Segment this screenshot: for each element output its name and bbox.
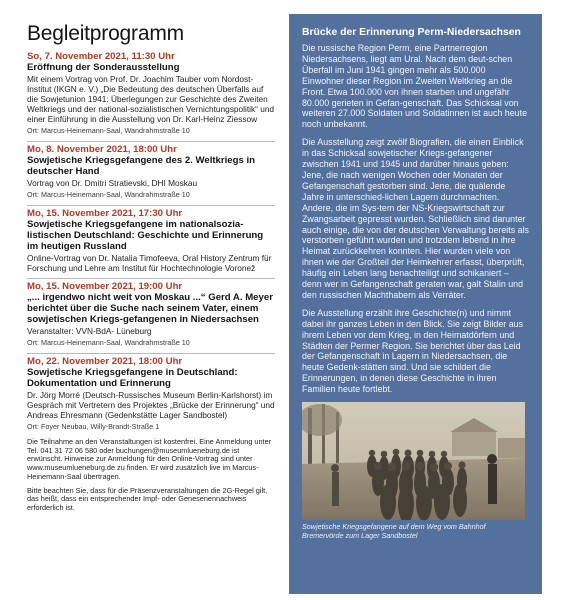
event-description: Vortrag von Dr. Dmitri Stratievski, DHI Moskau (27, 178, 198, 188)
event-item (27, 51, 275, 136)
registration-note: Die Teilnahme an den Veranstaltungen ist kostenfrei. Eine Anmeldung unter Tel. 041 31 72 06 580 oder buchungen@museumlueneburg.de ist erwünscht. Hinweise zur Anmeldung für den Online-Vortrag sind unter www.museumlueneburg.de zu finden. Er wird zusätzlich live im Marcus-Heinemann-Saal übertragen. (27, 437, 272, 481)
event-place: Ort: Marcus-Heinemann-Saal, Wandrahmstraße 10 (27, 126, 190, 135)
event-title: Sowjetische Kriegsgefangene im nationalsozia-listischen Deutschland: Geschichte und Erinnerung im heutigen Russland (27, 219, 264, 252)
event-place: Ort: Marcus-Heinemann-Saal, Wandrahmstraße 10 (27, 190, 190, 199)
event-item (27, 141, 275, 200)
historical-photo (302, 402, 525, 520)
event-date: Mo, 8. November 2021, 18:00 Uhr (27, 144, 177, 155)
event-item (27, 205, 275, 273)
photo-caption: Sowjetische Kriegsgefangene auf dem Weg vom Bahnhof Bremervörde zum Lager Sandbostel (302, 522, 486, 540)
event-title: Sowjetische Kriegsgefangene in Deutschland: Dokumentation und Erinnerung (27, 367, 238, 389)
panel-paragraph: Die Ausstellung erzählt ihre Geschichte(n) und nimmt dabei ihr ganzes Leben in den Blick. Sie zeigt Bilder aus ihrem Leben vor dem Krieg, in den Heimatdörfern und Städten der Permer Region. Sie berichtet über das Leid der Gefangenschaft in Lagern in Niedersachsen, die heute Gedenk-stätten sind. Und sie schildert die Erinnerungen, in denen diese Geschichte in ihren Familien heute fortlebt. (302, 307, 524, 395)
covid-rule-note: Bitte beachten Sie, dass für die Präsenzveranstaltungen die 2G-Regel gilt, das heißt, dass ein entsprechender Impf- oder Genesenennachweis erforderlich ist. (27, 485, 268, 512)
panel-title: Brücke der Erinnerung Perm-Niedersachsen (302, 27, 521, 38)
left-column (27, 22, 275, 592)
event-description: Veranstalter: VVN-BdA- Lüneburg (27, 326, 152, 336)
event-description: Online-Vortrag von Dr. Natalia Timofeeva, Oral History Zentrum für Forschung und Lehre am Institut für Hochtechnologie Voronež (27, 253, 272, 273)
event-title: „... irgendwo nicht weit von Moskau ...“ Gerd A. Meyer berichtet über die Suche nach seinem Vater, einem sowjetischen Kriegs-gefangenen in Niedersachsen (27, 292, 273, 325)
event-date: Mo, 15. November 2021, 19:00 Uhr (27, 281, 183, 292)
event-title: Sowjetische Kriegsgefangene des 2. Weltkriegs in deutscher Hand (27, 155, 256, 177)
event-description: Mit einem Vortrag von Prof. Dr. Joachim Tauber vom Nordost-Institut (IKGN e. V.) „Die Bedeutung des deutschen Überfalls auf die Sowjetunion 1941: Überlegungen zur Geschichte des Zweiten Weltkriegs und der national-sozialistischen Vernichtungspolitik“ und einer Einführung in die Ausstellung von Dr. Karl-Heinz Ziessow (27, 74, 275, 124)
event-place: Ort: Marcus-Heinemann-Saal, Wandrahmstraße 10 (27, 338, 190, 347)
event-date: Mo, 22. November 2021, 18:00 Uhr (27, 356, 183, 367)
prisoners-march-photo (302, 402, 525, 520)
event-item (27, 353, 275, 432)
info-panel (289, 14, 542, 594)
event-place: Ort: Foyer Neubau, Willy-Brandt-Straße 1 (27, 422, 160, 431)
panel-paragraph: Die Ausstellung zeigt zwölf Biografien, die einen Einblick in das Schicksal sowjetischer Kriegs-gefangener zwischen 1941 und 1945 und darüber hinaus geben: Jene, die nach wenigen Wochen oder Monaten der Gefangenschaft gestorben sind. Jene, die quälende Jahre in unterschied-lichen Lagern durchmachten. Andere, die im Sys-tem der NS-Kriegswirtschaft zur Zwangsarbeit gepresst wurden. Schließlich sind darunter auch einige, die von der deutschen Verwaltung bereits als verstorben geführt wurden und trotzdem lebend in ihre Heimat zurückkehren konnten. Hier wurden viele von ihnen wie der Großteil der Heimkehrer erfasst, überprüft, häufig ein Leben lang benachteiligt und schikaniert – denn wer in Gefangenschaft geraten war, galt Stalin und den russischen Machthabern als Verräter. (302, 137, 529, 300)
event-description: Dr. Jörg Morré (Deutsch-Russisches Museum Berlin-Karlshorst) im Gespräch mit Vertretern des Projektes „Brücke der Erinnerung“ und Andreas Ehresmann (Gedenkstätte Lager Sandbostel) (27, 390, 275, 420)
event-item (27, 278, 275, 348)
panel-paragraph: Die russische Region Perm, eine Partnerregion Niedersachsens, liegt am Ural. Nach dem deut-schen Überfall im Juni 1941 gingen mehr als 500.000 Einwohner dieser Region im Zweiten Weltkrieg an die Front. Etwa 100.000 von ihnen starben und ungefähr 80.000 gerieten in Gefan-genschaft. Das Schicksal von weiteren 27.000 Soldaten und Soldatinnen ist auch heute noch unbekannt. (302, 43, 528, 130)
page-title: Begleitprogramm (27, 22, 184, 45)
event-date: Mo, 15. November 2021, 17:30 Uhr (27, 208, 183, 219)
event-title: Eröffnung der Sonderausstellung (27, 62, 180, 73)
event-date: So, 7. November 2021, 11:30 Uhr (27, 51, 175, 62)
